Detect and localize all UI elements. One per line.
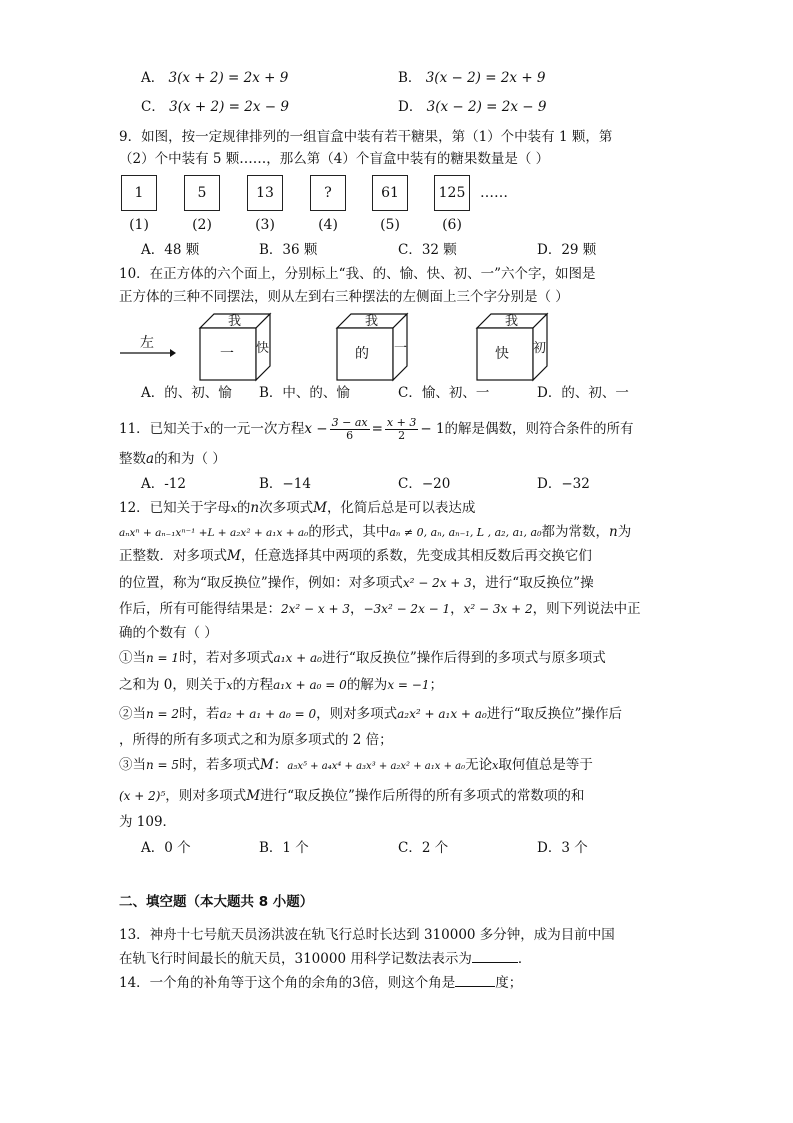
option-expr: 3(x − 2) = 2x + 9 bbox=[425, 70, 546, 86]
q13-answer-blank[interactable] bbox=[472, 948, 518, 963]
q8-option-a bbox=[141, 68, 288, 88]
q14-text: 倍，则这个角是 bbox=[360, 975, 456, 991]
q12-var-m: M bbox=[260, 757, 274, 773]
q12-text: 进行“取反换位”操作后 bbox=[486, 706, 623, 722]
q12-line1 bbox=[119, 498, 475, 519]
frac-den: 6 bbox=[346, 429, 354, 442]
q12-option-b: B．1 个 bbox=[259, 840, 309, 856]
q13-text: ． bbox=[517, 951, 532, 967]
q12-result-2: −3x² − 2x − 1 bbox=[363, 602, 451, 616]
frac-num: x + 3 bbox=[386, 416, 417, 429]
q12-eq: a₂ + a₁ + a₀ = 0 bbox=[219, 707, 317, 721]
q14-text: 14．一个角的补角等于这个角的余角的 bbox=[119, 975, 353, 991]
q10-cube-3 bbox=[473, 310, 553, 382]
q11-option-c: C．−20 bbox=[398, 476, 451, 492]
q12-text: 的解为 bbox=[346, 677, 388, 693]
q12-cond: n = 1 bbox=[146, 651, 180, 665]
q9-label-3: (3) bbox=[255, 217, 275, 233]
q12-text: 时，若多项式 bbox=[179, 757, 261, 773]
q12-text: 之和为 0，则关于 bbox=[119, 677, 227, 693]
q12-text: ②当 bbox=[119, 706, 146, 722]
q12-text: 无论 bbox=[465, 757, 493, 773]
q12-text: 进行“取反换位”操作后所得的所有多项式的常数项的和 bbox=[260, 788, 585, 804]
q12-text: 作后，所有可能得结果是： bbox=[119, 601, 281, 617]
q9-option-b: B．36 颗 bbox=[259, 242, 318, 258]
q9-option-c: C．32 颗 bbox=[398, 242, 457, 258]
cube1-front-text: 一 bbox=[220, 346, 234, 362]
q9-box-4: ? bbox=[310, 175, 346, 211]
q13-text: 在轨飞行时间最长的航天员，310000 用科学记数法表示为 bbox=[119, 951, 472, 967]
q12-text: ，进行“取反换位”操 bbox=[471, 575, 594, 591]
q12-text: 的形式，其中 bbox=[308, 524, 390, 540]
option-expr: 3(x − 2) = 2x − 9 bbox=[426, 99, 547, 115]
q10-left-arrow bbox=[118, 330, 178, 360]
q13-line1: 13．神舟十七号航天员汤洪波在轨飞行总时长达到 310000 多分钟，成为目前中国 bbox=[119, 927, 615, 943]
q12-text: 12．已知关于字母 bbox=[119, 500, 231, 516]
q12-line3 bbox=[119, 546, 592, 566]
q9-box-5: 61 bbox=[372, 175, 408, 211]
q12-option-c: C．2 个 bbox=[398, 840, 449, 856]
cube1-top-text: 我 bbox=[228, 314, 242, 329]
cube2-front-text: 的 bbox=[355, 346, 369, 362]
q11-var-a: a bbox=[146, 451, 155, 467]
q10-stem-line2: 正方体的三种不同摆法，则从左到右三种摆法的左侧面上三个字分别是（ ） bbox=[119, 289, 569, 305]
q12-text: 的位置，称为“取反换位”操作，例如：对多项式 bbox=[119, 575, 403, 591]
q12-text: 进行“取反换位”操作后得到的多项式与原多项式 bbox=[321, 650, 606, 666]
q12-statement-3-line2 bbox=[119, 786, 584, 806]
q8-option-c bbox=[141, 97, 289, 117]
q12-statement-2 bbox=[119, 704, 622, 724]
q9-box-1: 1 bbox=[121, 175, 157, 211]
q12-statement-3-line3: 为 109． bbox=[119, 814, 177, 830]
q12-text: ，任意选择其中两项的系数，先变成其相反数后再交换它们 bbox=[240, 548, 592, 564]
q12-text: ①当 bbox=[119, 650, 146, 666]
q12-condition: aₙ ≠ 0, aₙ, aₙ₋₁, L , a₂, a₁, a₀ bbox=[389, 526, 542, 539]
q11-stem-line1 bbox=[119, 416, 634, 443]
q12-eq: a₁x + a₀ = 0 bbox=[273, 678, 347, 692]
q12-var-m: M bbox=[313, 500, 327, 516]
q12-cond: n = 5 bbox=[146, 758, 180, 772]
q11-suffix: 的解是偶数，则符合条件的所有 bbox=[444, 421, 634, 437]
cube2-top-text: 我 bbox=[365, 314, 379, 329]
q11-var-x: x bbox=[203, 423, 210, 436]
cube3-front-text: 快 bbox=[495, 346, 509, 362]
q14-line bbox=[119, 972, 522, 993]
frac-den: 2 bbox=[398, 429, 406, 442]
option-expr: 3(x + 2) = 2x + 9 bbox=[168, 70, 289, 86]
q12-line4 bbox=[119, 573, 594, 593]
q12-text: ； bbox=[429, 677, 443, 693]
q11-mid: 的一元一次方程 bbox=[209, 421, 305, 437]
q12-poly-form: aₙxⁿ + aₙ₋₁xⁿ⁻¹ +L + a₂x² + a₁x + a₀ bbox=[119, 527, 309, 539]
q11-eq-lhs: x − bbox=[304, 421, 328, 437]
q12-var-x: x bbox=[492, 759, 499, 772]
q12-text: ，则对多项式 bbox=[316, 706, 398, 722]
q11-option-b: B．−14 bbox=[259, 476, 311, 492]
q12-example-poly: x² − 2x + 3 bbox=[402, 576, 472, 590]
q9-stem-line2: （2）个中装有 5 颗……，那么第（4）个盲盒中装有的糖果数量是（ ） bbox=[119, 151, 550, 167]
q12-var-m: M bbox=[227, 548, 241, 564]
q12-statement-3 bbox=[119, 755, 593, 777]
q12-text: ，则下列说法中正 bbox=[532, 601, 641, 617]
q11-prefix: 11．已知关于 bbox=[119, 421, 204, 437]
option-expr: 3(x + 2) = 2x − 9 bbox=[169, 99, 289, 115]
q10-option-b: B．中、的、愉 bbox=[259, 385, 350, 401]
q9-box-6: 125 bbox=[434, 175, 470, 211]
q12-var-n: n bbox=[609, 524, 618, 540]
q11-option-d: D．−32 bbox=[537, 476, 590, 492]
q12-text: 正整数．对多项式 bbox=[119, 548, 227, 564]
q11-option-a: A．-12 bbox=[141, 476, 186, 492]
q9-option-d: D．29 颗 bbox=[537, 242, 597, 258]
q12-text: 时，若对多项式 bbox=[179, 650, 274, 666]
option-label: A． bbox=[141, 70, 165, 86]
q9-label-4: (4) bbox=[318, 217, 338, 233]
q11-frac-1 bbox=[330, 417, 370, 442]
q9-option-a: A．48 颗 bbox=[141, 242, 200, 258]
frac-num: 3 − ax bbox=[331, 416, 368, 429]
q12-statement-2-line2: ，所得的所有多项式之和为原多项式的 2 倍； bbox=[119, 732, 393, 748]
q12-line2 bbox=[119, 522, 631, 543]
q10-option-a: A．的、初、愉 bbox=[141, 385, 232, 401]
q11-line2-b: 的和为（ ） bbox=[154, 451, 226, 467]
q12-sol: x = −1 bbox=[387, 678, 430, 692]
q11-eq-sign: = bbox=[371, 421, 383, 437]
q10-option-d: D．的、初、一 bbox=[537, 385, 629, 401]
option-label: D． bbox=[398, 99, 423, 115]
option-label: B． bbox=[398, 70, 422, 86]
q12-text: 的方程 bbox=[232, 677, 274, 693]
q10-cube-2 bbox=[333, 310, 413, 382]
q9-label-6: (6) bbox=[442, 217, 462, 233]
q12-text: 的 bbox=[236, 500, 251, 516]
q8-option-d bbox=[398, 97, 546, 117]
q10-arrow-label: 左 bbox=[140, 335, 154, 351]
q12-var-n: n bbox=[250, 500, 260, 516]
q12-text: ，则对多项式 bbox=[165, 788, 247, 804]
q12-text: 取何值总是等于 bbox=[498, 757, 593, 773]
cube3-side-text: 初 bbox=[533, 341, 547, 356]
cube1-side-text: 快 bbox=[256, 341, 270, 356]
q12-text: ： bbox=[273, 757, 288, 773]
q12-text: 为 bbox=[617, 524, 632, 540]
cube3-top-text: 我 bbox=[505, 314, 519, 329]
cube2-side-text: 一 bbox=[394, 341, 408, 356]
q12-statement-1-line2 bbox=[119, 675, 443, 696]
q12-expr: (x + 2)⁵ bbox=[119, 789, 166, 803]
q14-answer-blank[interactable] bbox=[455, 972, 495, 987]
q12-text: ，化简后总是可以表达成 bbox=[326, 500, 476, 516]
q11-eq-tail: − 1 bbox=[420, 421, 445, 437]
q12-line5: 作后，所有可能得结果是：2x² − x + 3，−3x² − 2x − 1，x² − 3x + 2，则下列说法中正 bbox=[119, 601, 641, 617]
q12-expr: a₁x + a₀ bbox=[273, 651, 322, 665]
q12-var-m: M bbox=[246, 788, 261, 804]
q10-cube-1 bbox=[196, 310, 276, 382]
q9-label-2: (2) bbox=[192, 217, 212, 233]
q12-text: ③当 bbox=[119, 757, 146, 773]
section-2-heading: 二、填空题（本大题共 8 小题） bbox=[119, 894, 314, 910]
q12-statement-1 bbox=[119, 648, 606, 668]
q8-option-b bbox=[398, 68, 546, 88]
q11-frac-2 bbox=[385, 417, 418, 442]
q12-expr: a₅x⁵ + a₄x⁴ + a₃x³ + a₂x² + a₁x + a₀ bbox=[287, 761, 466, 772]
q12-option-a: A．0 个 bbox=[141, 840, 191, 856]
q11-line2-a: 整数 bbox=[119, 451, 146, 467]
q12-var-x: x bbox=[230, 502, 237, 515]
q12-cond: n = 2 bbox=[146, 707, 180, 721]
q9-ellipsis: …… bbox=[480, 185, 508, 201]
option-label: C． bbox=[141, 99, 165, 115]
q13-line2 bbox=[119, 948, 531, 969]
q11-stem-line2 bbox=[119, 449, 226, 469]
q14-text: 度； bbox=[495, 975, 523, 991]
q12-text: 时，若 bbox=[179, 706, 220, 722]
q12-expr: a₂x² + a₁x + a₀ bbox=[397, 707, 487, 721]
q12-var-x: x bbox=[226, 679, 233, 692]
q12-text: 次多项式 bbox=[259, 500, 314, 516]
q9-label-1: (1) bbox=[129, 217, 149, 233]
q9-box-3: 13 bbox=[247, 175, 283, 211]
q12-line6: 确的个数有（ ） bbox=[119, 625, 218, 641]
q9-label-5: (5) bbox=[380, 217, 400, 233]
q10-option-c: C．愉、初、一 bbox=[398, 385, 490, 401]
q12-text: 都为常数， bbox=[541, 524, 609, 540]
q12-result-1: 2x² − x + 3 bbox=[281, 602, 350, 616]
q10-stem-line1: 10．在正方体的六个面上，分别标上“我、的、愉、快、初、一”六个字，如图是 bbox=[119, 266, 596, 282]
q9-box-2: 5 bbox=[184, 175, 220, 211]
q14-num: 3 bbox=[352, 975, 361, 991]
q12-result-3: x² − 3x + 2 bbox=[463, 602, 533, 616]
q12-option-d: D．3 个 bbox=[537, 840, 588, 856]
q9-stem-line1: 9．如图，按一定规律排列的一组盲盒中装有若干糖果，第（1）个中装有 1 颗，第 bbox=[119, 129, 613, 145]
